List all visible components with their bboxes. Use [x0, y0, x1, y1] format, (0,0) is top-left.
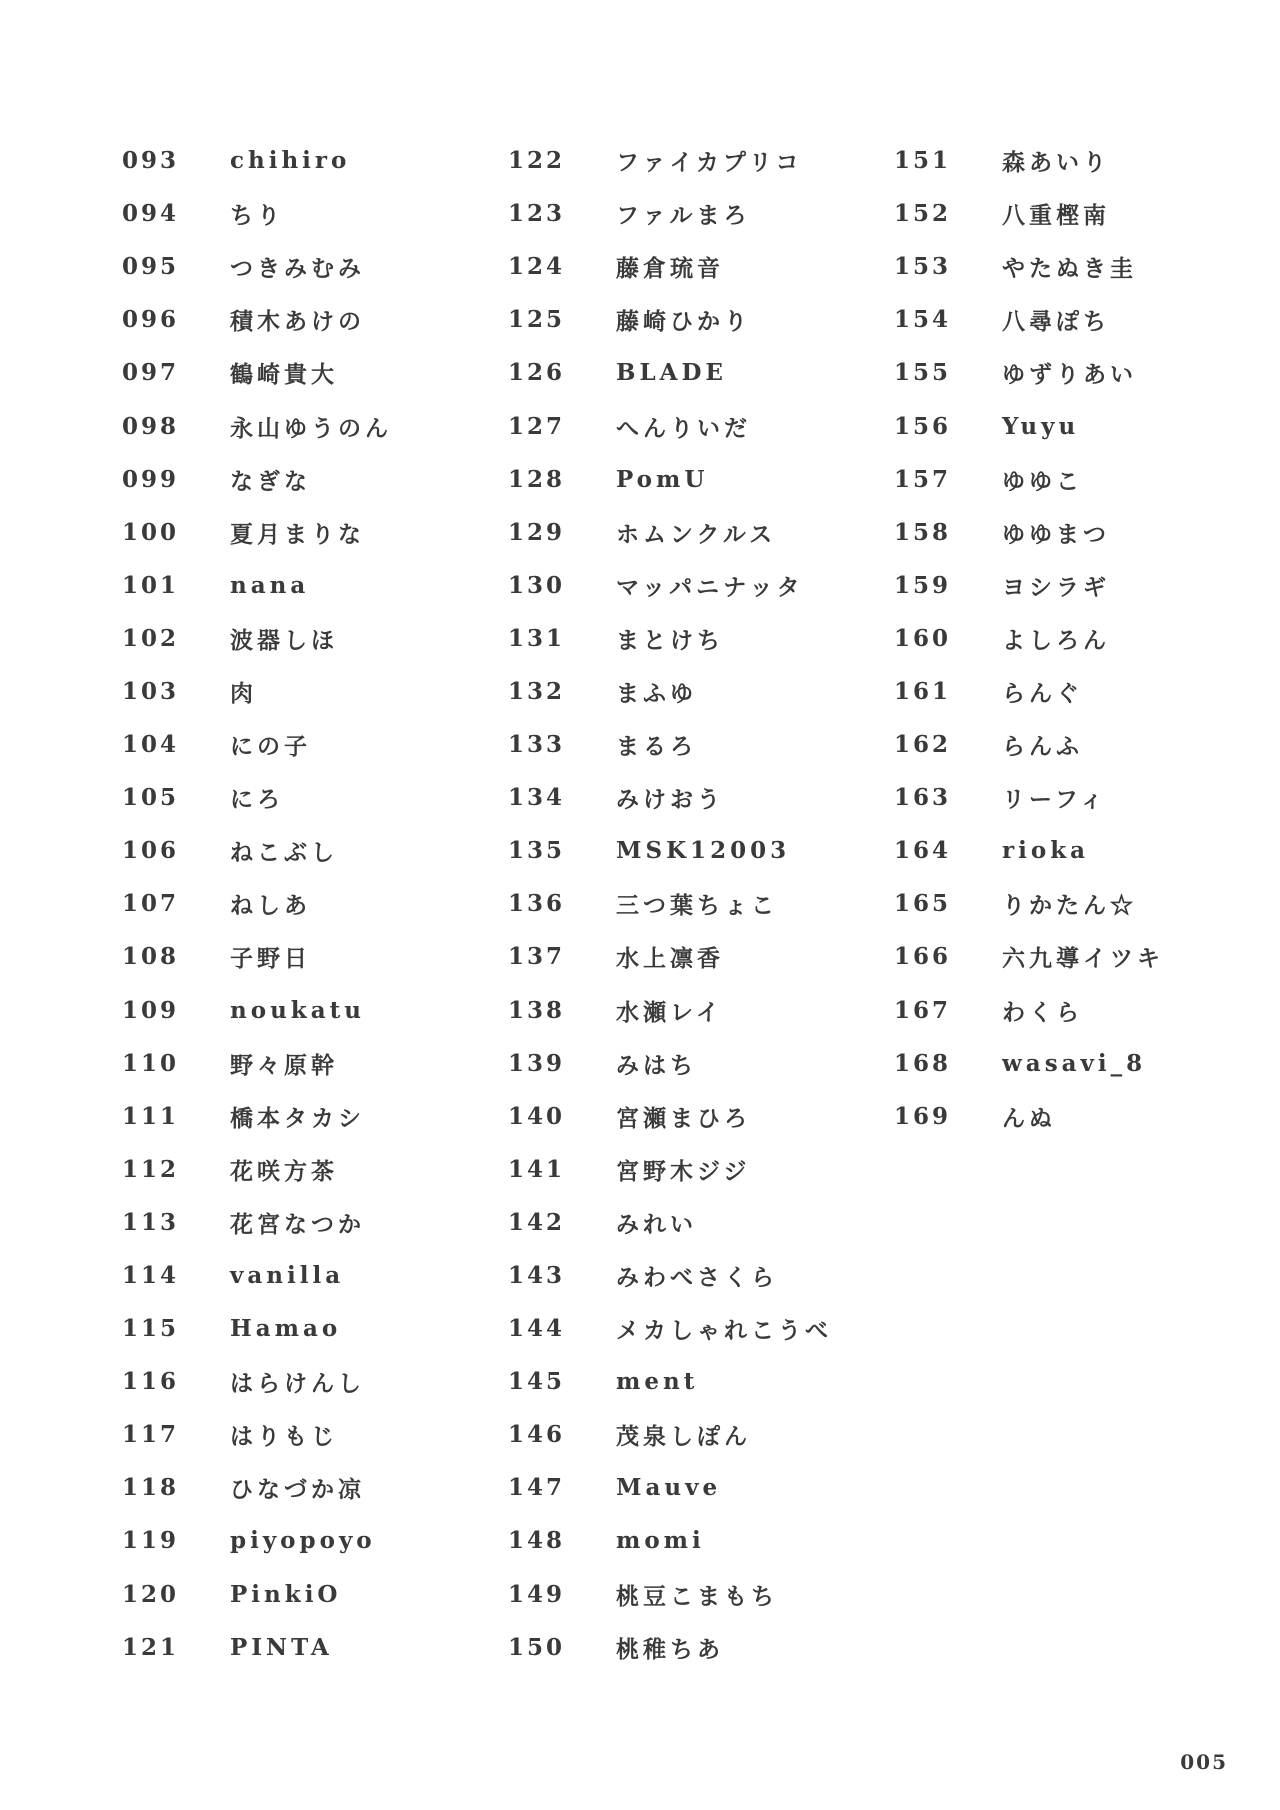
- entry-number: 159: [894, 571, 952, 599]
- entry-name: 花咲方茶: [230, 1157, 338, 1185]
- contributor-column-1: [122, 134, 392, 1674]
- entry-name: 茂泉しぽん: [616, 1423, 751, 1451]
- entry-number: 140: [508, 1102, 566, 1130]
- entry-name: 積木あけの: [230, 308, 365, 336]
- entry-number: 169: [894, 1102, 952, 1130]
- entry-number: 151: [894, 147, 952, 175]
- entry-name: MSK12003: [616, 837, 791, 865]
- entry-number: 133: [508, 731, 566, 759]
- entry-number: 103: [122, 677, 180, 705]
- entry-name: 藤倉琉音: [616, 255, 724, 283]
- entry-number: 152: [894, 200, 952, 228]
- entry-number: 150: [508, 1633, 566, 1661]
- list-item: [122, 771, 392, 824]
- entry-number: 118: [122, 1474, 180, 1502]
- entry-number: 163: [894, 784, 952, 812]
- entry-name: みけおう: [616, 786, 724, 814]
- entry-number: 161: [894, 677, 952, 705]
- list-item: [508, 1621, 832, 1674]
- list-item: [122, 1302, 392, 1355]
- list-item: [122, 134, 392, 187]
- list-item: [122, 824, 392, 877]
- entry-number: 138: [508, 996, 566, 1024]
- entry-number: 134: [508, 784, 566, 812]
- list-item: [508, 771, 832, 824]
- entry-name: 夏月まりな: [230, 520, 365, 548]
- entry-name: vanilla: [230, 1262, 345, 1290]
- entry-number: 129: [508, 518, 566, 546]
- entry-name: wasavi_8: [1002, 1049, 1147, 1077]
- entry-number: 128: [508, 465, 566, 493]
- list-item: [894, 665, 1164, 718]
- list-item: [122, 1249, 392, 1302]
- entry-name: なぎな: [230, 467, 311, 495]
- list-item: [122, 1514, 392, 1567]
- list-item: [122, 877, 392, 930]
- entry-name: ちり: [230, 202, 284, 230]
- entry-name: 宮野木ジジ: [616, 1157, 751, 1185]
- entry-name: PINTA: [230, 1633, 333, 1661]
- entry-name: まるろ: [616, 733, 697, 761]
- list-item: [122, 984, 392, 1037]
- list-item: [122, 1143, 392, 1196]
- entry-name: ment: [616, 1368, 699, 1396]
- entry-name: nana: [230, 571, 310, 599]
- list-item: [122, 1461, 392, 1514]
- entry-number: 157: [894, 465, 952, 493]
- list-item: [508, 1302, 832, 1355]
- entry-number: 104: [122, 731, 180, 759]
- entry-name: 永山ゆうのん: [230, 414, 392, 442]
- list-item: [508, 1143, 832, 1196]
- entry-name: ファイカプリコ: [616, 149, 803, 177]
- list-item: [508, 134, 832, 187]
- entry-number: 146: [508, 1421, 566, 1449]
- list-item: [122, 1408, 392, 1461]
- list-item: [508, 240, 832, 293]
- list-item: [122, 453, 392, 506]
- entry-number: 166: [894, 943, 952, 971]
- list-item: [508, 665, 832, 718]
- list-item: [894, 559, 1164, 612]
- entry-number: 167: [894, 996, 952, 1024]
- entry-number: 102: [122, 624, 180, 652]
- entry-number: 117: [122, 1421, 180, 1449]
- list-item: [122, 718, 392, 771]
- entry-number: 093: [122, 147, 180, 175]
- entry-number: 096: [122, 306, 180, 334]
- list-item: [894, 612, 1164, 665]
- list-item: [508, 1355, 832, 1408]
- list-item: [122, 1568, 392, 1621]
- entry-number: 139: [508, 1049, 566, 1077]
- list-item: [122, 187, 392, 240]
- entry-name: まとけち: [616, 626, 724, 654]
- list-item: [508, 1408, 832, 1461]
- list-item: [122, 399, 392, 452]
- list-item: [508, 1037, 832, 1090]
- entry-name: はりもじ: [230, 1423, 338, 1451]
- page-number: 005: [1180, 1750, 1228, 1774]
- list-item: [122, 240, 392, 293]
- entry-number: 141: [508, 1155, 566, 1183]
- entry-name: リーフィ: [1002, 786, 1108, 814]
- entry-name: ファルまろ: [616, 202, 751, 230]
- entry-name: BLADE: [616, 359, 727, 387]
- entry-name: らんぐ: [1002, 679, 1083, 707]
- entry-name: にの子: [230, 733, 311, 761]
- entry-number: 131: [508, 624, 566, 652]
- entry-number: 108: [122, 943, 180, 971]
- entry-number: 135: [508, 837, 566, 865]
- entry-name: 藤崎ひかり: [616, 308, 751, 336]
- entry-name: らんふ: [1002, 733, 1083, 761]
- list-item: [122, 293, 392, 346]
- entry-name: PinkiO: [230, 1580, 342, 1608]
- entry-number: 105: [122, 784, 180, 812]
- entry-number: 119: [122, 1527, 180, 1555]
- list-item: [508, 824, 832, 877]
- entry-number: 101: [122, 571, 180, 599]
- list-item: [894, 1090, 1164, 1143]
- entry-name: にろ: [230, 786, 284, 814]
- entry-number: 132: [508, 677, 566, 705]
- list-item: [122, 346, 392, 399]
- entry-number: 116: [122, 1368, 180, 1396]
- entry-number: 165: [894, 890, 952, 918]
- entry-number: 114: [122, 1262, 180, 1290]
- entry-name: 水上凛香: [616, 945, 724, 973]
- entry-number: 115: [122, 1315, 180, 1343]
- entry-name: chihiro: [230, 147, 351, 175]
- entry-number: 143: [508, 1262, 566, 1290]
- entry-number: 113: [122, 1208, 180, 1236]
- entry-name: 花宮なつか: [230, 1210, 365, 1238]
- list-item: [508, 453, 832, 506]
- entry-name: noukatu: [230, 996, 365, 1024]
- entry-number: 164: [894, 837, 952, 865]
- entry-number: 123: [508, 200, 566, 228]
- list-item: [122, 559, 392, 612]
- list-item: [894, 718, 1164, 771]
- entry-name: ゆゆこ: [1002, 467, 1083, 495]
- entry-name: よしろん: [1002, 626, 1110, 654]
- entry-number: 145: [508, 1368, 566, 1396]
- entry-name: 桃豆こまもち: [616, 1582, 778, 1610]
- entry-name: Yuyu: [1002, 412, 1080, 440]
- entry-name: やたぬき圭: [1002, 255, 1137, 283]
- entry-name: 八尋ぽち: [1002, 308, 1110, 336]
- entry-number: 147: [508, 1474, 566, 1502]
- list-item: [894, 134, 1164, 187]
- list-item: [508, 984, 832, 1037]
- entry-name: ねしあ: [230, 892, 311, 920]
- list-item: [508, 1461, 832, 1514]
- entry-name: 八重樫南: [1002, 202, 1110, 230]
- list-item: [894, 877, 1164, 930]
- entry-name: メカしゃれこうべ: [616, 1317, 832, 1345]
- entry-name: momi: [616, 1527, 705, 1555]
- entry-name: 子野日: [230, 945, 311, 973]
- entry-number: 160: [894, 624, 952, 652]
- entry-number: 098: [122, 412, 180, 440]
- list-item: [122, 1090, 392, 1143]
- entry-number: 122: [508, 147, 566, 175]
- list-item: [508, 346, 832, 399]
- list-item: [508, 506, 832, 559]
- entry-name: みわべさくら: [616, 1264, 778, 1292]
- entry-name: Mauve: [616, 1474, 722, 1502]
- list-item: [508, 877, 832, 930]
- list-item: [894, 187, 1164, 240]
- entry-name: 鶴崎貴大: [230, 361, 338, 389]
- entry-name: ねこぶし: [230, 839, 338, 867]
- list-item: [508, 1090, 832, 1143]
- entry-number: 125: [508, 306, 566, 334]
- entry-number: 144: [508, 1315, 566, 1343]
- list-item: [122, 1355, 392, 1408]
- entry-name: ヨシラギ: [1002, 573, 1110, 601]
- entry-name: りかたん☆: [1002, 892, 1137, 920]
- list-item: [894, 771, 1164, 824]
- entry-name: まふゆ: [616, 679, 697, 707]
- list-item: [122, 1196, 392, 1249]
- entry-number: 149: [508, 1580, 566, 1608]
- entry-number: 153: [894, 253, 952, 281]
- entry-name: んぬ: [1002, 1104, 1056, 1132]
- list-item: [894, 1037, 1164, 1090]
- list-item: [508, 612, 832, 665]
- entry-number: 112: [122, 1155, 180, 1183]
- entry-number: 148: [508, 1527, 566, 1555]
- list-item: [508, 1568, 832, 1621]
- entry-name: わくら: [1002, 998, 1083, 1026]
- list-item: [508, 1514, 832, 1567]
- entry-name: つきみむみ: [230, 255, 365, 283]
- entry-number: 127: [508, 412, 566, 440]
- list-item: [894, 399, 1164, 452]
- entry-name: マッパニナッタ: [616, 573, 804, 601]
- list-item: [894, 930, 1164, 983]
- list-item: [508, 718, 832, 771]
- entry-name: 野々原幹: [230, 1051, 338, 1079]
- list-item: [122, 665, 392, 718]
- entry-name: 波器しほ: [230, 626, 338, 654]
- entry-name: みはち: [616, 1051, 697, 1079]
- entry-number: 121: [122, 1633, 180, 1661]
- entry-name: へんりいだ: [616, 414, 751, 442]
- entry-name: 宮瀬まひろ: [616, 1104, 751, 1132]
- entry-name: piyopoyo: [230, 1527, 376, 1555]
- entry-number: 106: [122, 837, 180, 865]
- entry-number: 156: [894, 412, 952, 440]
- entry-number: 094: [122, 200, 180, 228]
- entry-number: 100: [122, 518, 180, 546]
- entry-number: 111: [122, 1102, 180, 1130]
- list-item: [508, 399, 832, 452]
- list-item: [894, 293, 1164, 346]
- list-item: [508, 293, 832, 346]
- entry-name: 六九導イツキ: [1002, 945, 1164, 973]
- contributor-column-2: [508, 134, 832, 1674]
- entry-number: 162: [894, 731, 952, 759]
- entry-name: Hamao: [230, 1315, 342, 1343]
- entry-number: 142: [508, 1208, 566, 1236]
- list-item: [122, 1621, 392, 1674]
- list-item: [894, 984, 1164, 1037]
- entry-name: rioka: [1002, 837, 1090, 865]
- list-item: [894, 346, 1164, 399]
- entry-name: 三つ葉ちょこ: [616, 892, 778, 920]
- entry-name: はらけんし: [230, 1370, 365, 1398]
- list-item: [508, 187, 832, 240]
- entry-number: 155: [894, 359, 952, 387]
- entry-name: 森あいり: [1002, 149, 1110, 177]
- entry-number: 168: [894, 1049, 952, 1077]
- entry-number: 109: [122, 996, 180, 1024]
- entry-name: ホムンクルス: [616, 520, 777, 548]
- entry-name: PomU: [616, 465, 709, 493]
- entry-number: 110: [122, 1049, 180, 1077]
- entry-number: 099: [122, 465, 180, 493]
- entry-name: みれい: [616, 1210, 697, 1238]
- list-item: [122, 930, 392, 983]
- entry-name: 肉: [230, 679, 257, 707]
- entry-name: ゆずりあい: [1002, 361, 1137, 389]
- entry-number: 097: [122, 359, 180, 387]
- entry-number: 130: [508, 571, 566, 599]
- list-item: [508, 930, 832, 983]
- list-item: [122, 1037, 392, 1090]
- entry-number: 137: [508, 943, 566, 971]
- entry-number: 126: [508, 359, 566, 387]
- entry-name: ひなづか凉: [230, 1476, 365, 1504]
- list-item: [894, 506, 1164, 559]
- entry-number: 154: [894, 306, 952, 334]
- entry-number: 136: [508, 890, 566, 918]
- list-item: [894, 453, 1164, 506]
- entry-name: 橋本タカシ: [230, 1104, 365, 1132]
- entry-number: 095: [122, 253, 180, 281]
- entry-name: ゆゆまつ: [1002, 520, 1110, 548]
- list-item: [122, 506, 392, 559]
- entry-number: 120: [122, 1580, 180, 1608]
- entry-number: 124: [508, 253, 566, 281]
- contributor-column-3: [894, 134, 1164, 1143]
- entry-number: 107: [122, 890, 180, 918]
- list-item: [894, 240, 1164, 293]
- entry-name: 水瀬レイ: [616, 998, 723, 1026]
- list-item: [508, 1196, 832, 1249]
- entry-number: 158: [894, 518, 952, 546]
- entry-name: 桃稚ちあ: [616, 1635, 724, 1663]
- list-item: [508, 1249, 832, 1302]
- list-item: [894, 824, 1164, 877]
- list-item: [122, 612, 392, 665]
- list-item: [508, 559, 832, 612]
